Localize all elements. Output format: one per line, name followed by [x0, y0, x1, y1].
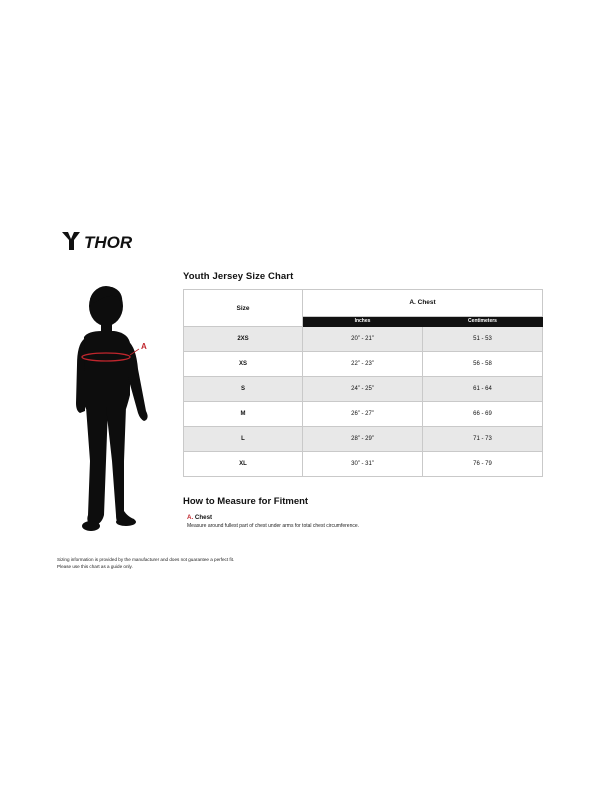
measure-section-title: How to Measure for Fitment	[183, 496, 309, 507]
inches-cell: 22” - 23”	[303, 352, 423, 377]
inches-cell: 28” - 29”	[303, 427, 423, 452]
table-row	[184, 327, 543, 352]
thor-wordmark: THOR	[84, 233, 133, 252]
disclaimer-line-2: Please use this chart as a guide only.	[57, 564, 133, 569]
inches-cell: 26” - 27”	[303, 402, 423, 427]
inches-cell: 30” - 31”	[303, 452, 423, 477]
size-chart-title: Youth Jersey Size Chart	[183, 271, 294, 282]
table-row	[184, 377, 543, 402]
thor-logo	[62, 230, 152, 252]
inches-cell: 24” - 25”	[303, 377, 423, 402]
centimeters-cell: 51 - 53	[423, 327, 543, 352]
inches-cell: 20” - 21”	[303, 327, 423, 352]
size-cell: 2XS	[184, 327, 303, 352]
size-table	[183, 289, 543, 477]
chest-marker-label: A	[141, 342, 147, 351]
size-cell: XL	[184, 452, 303, 477]
table-row	[184, 402, 543, 427]
child-silhouette-graphic	[72, 285, 162, 540]
table-row	[184, 452, 543, 477]
chest-column-header: A. Chest	[303, 290, 543, 317]
chest-measure-label	[187, 514, 212, 521]
size-cell: S	[184, 377, 303, 402]
centimeters-cell: 56 - 58	[423, 352, 543, 377]
table-row	[184, 427, 543, 452]
centimeters-cell: 76 - 79	[423, 452, 543, 477]
chest-measure-description: Measure around fullest part of chest under arms for total chest circumference.	[187, 523, 360, 529]
disclaimer-line-1: Sizing information is provided by the manufacturer and does not guarantee a perfect fit.	[57, 557, 235, 562]
size-cell: M	[184, 402, 303, 427]
centimeters-subheader: Centimeters	[423, 316, 543, 326]
child-silhouette	[72, 285, 162, 540]
thor-logo-graphic	[62, 230, 152, 252]
centimeters-cell: 66 - 69	[423, 402, 543, 427]
inches-subheader: Inches	[303, 316, 423, 326]
size-cell: L	[184, 427, 303, 452]
size-cell: XS	[184, 352, 303, 377]
sizing-disclaimer	[57, 556, 234, 570]
chest-measure-letter: A.	[187, 514, 194, 521]
table-row	[184, 352, 543, 377]
centimeters-cell: 61 - 64	[423, 377, 543, 402]
chest-measure-name: Chest	[194, 514, 213, 521]
size-column-header: Size	[184, 290, 303, 327]
centimeters-cell: 71 - 73	[423, 427, 543, 452]
